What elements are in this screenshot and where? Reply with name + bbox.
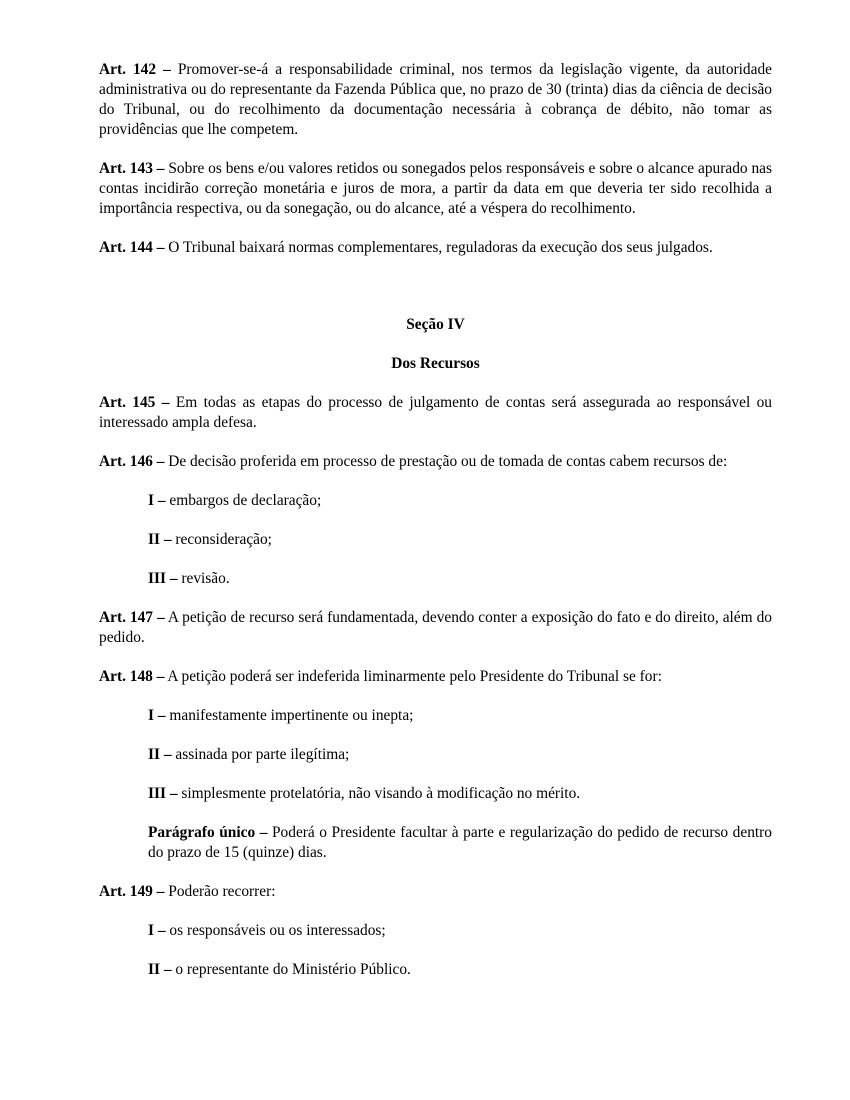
article-text: De decisão proferida em processo de prestação ou de tomada de contas cabem recursos de:	[168, 453, 728, 470]
list-item	[148, 921, 772, 941]
list-item	[148, 491, 772, 511]
article-text: Promover-se-á a responsabilidade criminal, nos termos da legislação vigente, da autoridade administrativa ou do representante da Fazenda Pública que, no prazo de 30 (trinta) dias da ciência de decisão do Tribunal, ou do recolhimento da documentação necessária à cobrança de débito, não tomar as providências que lhe competem.	[99, 61, 772, 138]
article-text: Sobre os bens e/ou valores retidos ou sonegados pelos responsáveis e sobre o alcance apurado nas contas incidirão correção monetária e juros de mora, a partir da data em que deveria ter sido recolhida a importância respectiva, ou da sonegação, ou do alcance, até a véspera do recolhimento.	[99, 160, 772, 217]
article-142	[99, 60, 772, 140]
document-page	[99, 60, 772, 999]
item-label: II –	[148, 746, 172, 763]
article-label: Art. 144 –	[99, 239, 165, 256]
article-text: A petição poderá ser indeferida liminarmente pelo Presidente do Tribunal se for:	[167, 668, 662, 685]
article-148	[99, 667, 772, 687]
item-label: III –	[148, 785, 178, 802]
article-label: Art. 146 –	[99, 453, 165, 470]
item-text: revisão.	[181, 570, 230, 587]
list-item	[148, 960, 772, 980]
article-label: Art. 143 –	[99, 160, 165, 177]
article-143	[99, 159, 772, 219]
item-label: I –	[148, 707, 166, 724]
list-item	[148, 784, 772, 804]
item-text: os responsáveis ou os interessados;	[169, 922, 386, 939]
item-text: assinada por parte ilegítima;	[175, 746, 350, 763]
paragraph-text: Poderá o Presidente facultar à parte e regularização do pedido de recurso dentro do prazo de 15 (quinze) dias.	[148, 824, 773, 861]
item-label: I –	[148, 922, 166, 939]
item-label: II –	[148, 961, 172, 978]
article-text: O Tribunal baixará normas complementares, reguladoras da execução dos seus julgados.	[168, 239, 713, 256]
item-label: II –	[148, 531, 172, 548]
section-subtitle: Dos Recursos	[391, 355, 480, 372]
article-146	[99, 452, 772, 472]
list-item	[148, 706, 772, 726]
item-text: simplesmente protelatória, não visando à modificação no mérito.	[181, 785, 581, 802]
article-text: Poderão recorrer:	[168, 883, 276, 900]
article-label: Art. 147 –	[99, 609, 165, 626]
item-text: embargos de declaração;	[169, 492, 322, 509]
item-label: III –	[148, 570, 178, 587]
article-label: Art. 142 –	[99, 61, 171, 78]
article-text: A petição de recurso será fundamentada, devendo conter a exposição do fato e do direito, além do pedido.	[99, 609, 772, 646]
article-label: Art. 148 –	[99, 668, 165, 685]
list-item	[148, 569, 772, 589]
article-145	[99, 393, 772, 433]
item-text: o representante do Ministério Público.	[175, 961, 411, 978]
item-text: reconsideração;	[175, 531, 272, 548]
list-item	[148, 745, 772, 765]
article-label: Art. 145 –	[99, 394, 170, 411]
article-text: Em todas as etapas do processo de julgamento de contas será assegurada ao responsável ou interessado ampla defesa.	[99, 394, 772, 431]
article-144	[99, 238, 772, 258]
paragraph-unico	[148, 823, 772, 863]
list-item	[148, 530, 772, 550]
paragraph-label: Parágrafo único –	[148, 824, 268, 841]
article-label: Art. 149 –	[99, 883, 165, 900]
item-label: I –	[148, 492, 166, 509]
article-147	[99, 608, 772, 648]
item-text: manifestamente impertinente ou inepta;	[169, 707, 414, 724]
section-title: Seção IV	[406, 316, 465, 333]
article-149	[99, 882, 772, 902]
